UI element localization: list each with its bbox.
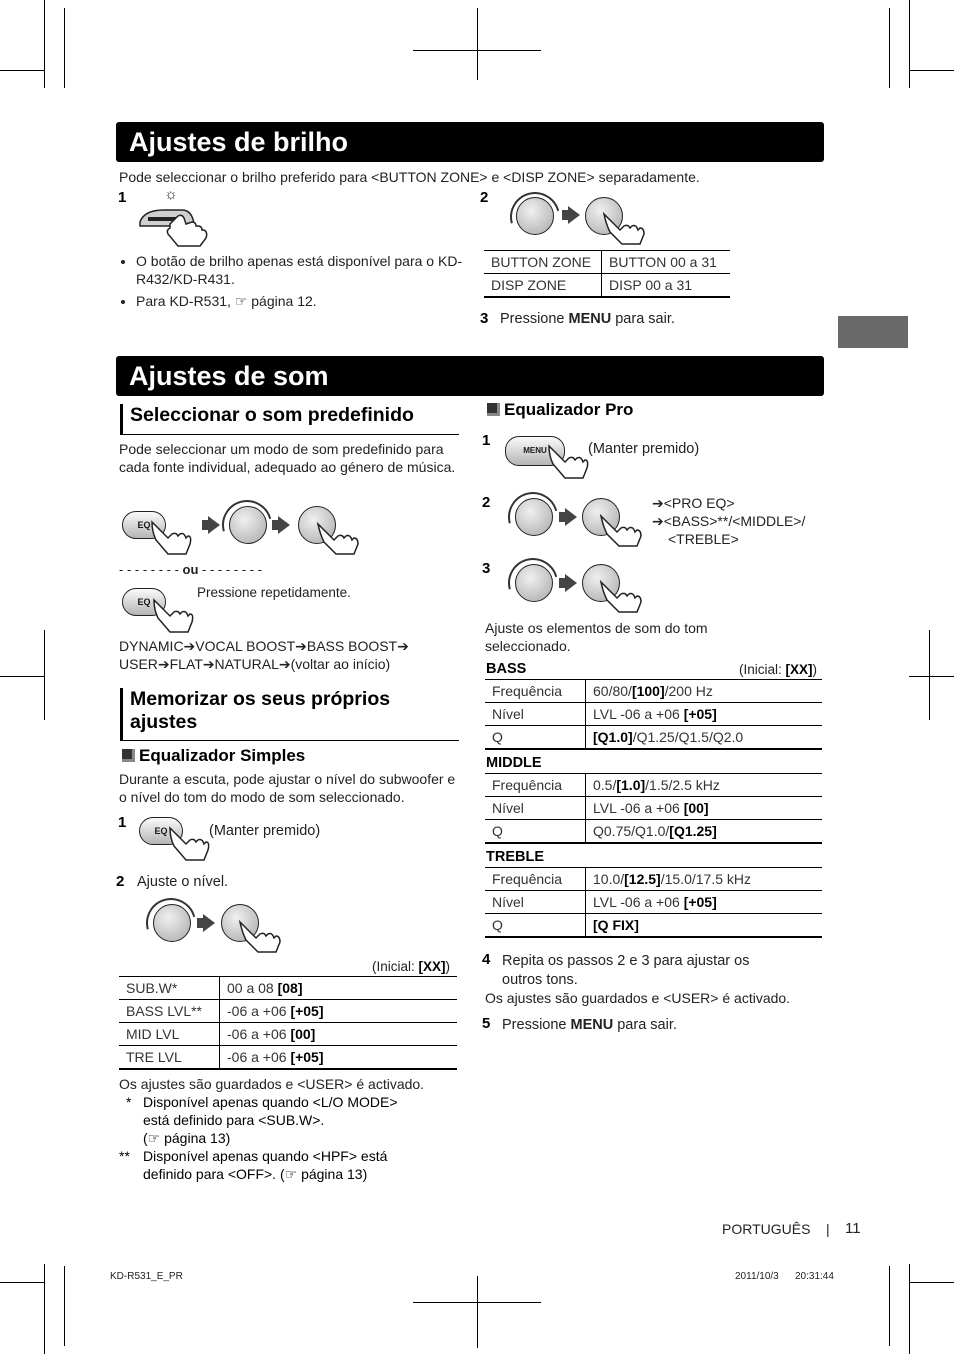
footnote-line: definido para <OFF>. (☞ página 13) xyxy=(143,1166,368,1182)
bass-table xyxy=(485,679,822,750)
treble-label: TREBLE xyxy=(486,849,544,865)
table-row xyxy=(484,274,730,298)
crop-mark xyxy=(44,630,45,720)
or-separator xyxy=(119,561,262,579)
text-fragment: para sair. xyxy=(611,311,675,327)
table-cell: Nível xyxy=(485,703,586,726)
treble-table xyxy=(485,867,822,938)
arrow-right-icon xyxy=(565,574,577,592)
table-cell: BUTTON 00 a 31 xyxy=(602,251,731,274)
pro-eq-adjust-text: Ajuste os elementos de som do tom seleccionado. xyxy=(485,620,708,654)
step-number: 1 xyxy=(118,814,127,831)
middle-label: MIDDLE xyxy=(486,755,542,771)
crop-mark xyxy=(909,70,954,71)
arrow-right-icon xyxy=(278,516,290,534)
table-cell xyxy=(220,1023,458,1046)
table-cell xyxy=(586,774,823,797)
table-cell: TRE LVL xyxy=(119,1046,220,1070)
preset-sequence-line1: DYNAMIC➔VOCAL BOOST➔BASS BOOST➔ xyxy=(119,638,409,654)
text-fragment: [00] xyxy=(683,800,709,816)
brightness-zone-table xyxy=(484,250,730,298)
crop-mark xyxy=(477,1276,478,1348)
text-fragment: Pressione xyxy=(502,1017,571,1033)
crop-mark xyxy=(909,1264,910,1354)
press-hand-icon xyxy=(545,442,589,480)
text-fragment: [Q1.0] xyxy=(593,729,633,745)
pro-eq-option: ➔<PRO EQ> xyxy=(652,495,735,511)
brightness-intro: Pode seleccionar o brilho preferido para <BUTTON ZONE> e <DISP ZONE> separadamente. xyxy=(119,169,700,185)
table-cell: Q xyxy=(485,820,586,844)
footer-language: PORTUGUÊS xyxy=(722,1221,811,1237)
menu-button-icon: MENU xyxy=(505,436,565,466)
section-title-brightness: Ajustes de brilho xyxy=(116,122,824,162)
crop-mark xyxy=(909,1282,954,1283)
table-row xyxy=(484,251,730,274)
text-fragment: LVL -06 a +06 xyxy=(593,706,684,722)
crop-mark xyxy=(64,1266,65,1346)
crop-mark xyxy=(44,1264,45,1354)
text-fragment: -06 a +06 xyxy=(227,1049,291,1065)
table-cell xyxy=(586,703,823,726)
table-row xyxy=(485,703,822,726)
step-number: 5 xyxy=(482,1015,491,1032)
table-row xyxy=(485,891,822,914)
table-row xyxy=(119,1000,457,1023)
table-cell: Q xyxy=(485,726,586,750)
table-row xyxy=(119,1046,457,1070)
simple-eq-table xyxy=(119,976,457,1070)
table-row xyxy=(485,797,822,820)
press-hand-icon xyxy=(166,824,210,862)
text-fragment: 60/80/ xyxy=(593,683,632,699)
preset-sound-heading: Seleccionar o som predefinido xyxy=(120,404,459,435)
menu-key-label: MENU xyxy=(570,1017,614,1033)
note-item: • Para KD-R531, ☞ página 12. xyxy=(136,292,486,310)
press-hand-icon xyxy=(236,918,282,954)
step-number: 4 xyxy=(482,951,491,968)
text-fragment: para sair. xyxy=(613,1017,677,1033)
table-cell xyxy=(586,680,823,703)
text-fragment: ) xyxy=(812,662,818,677)
text-fragment: -06 a +06 xyxy=(227,1026,291,1042)
press-hand-icon xyxy=(597,578,643,614)
table-cell: Q xyxy=(485,914,586,938)
table-cell: Frequência xyxy=(485,868,586,891)
step-number: 3 xyxy=(482,560,491,577)
text-fragment: [+05] xyxy=(683,894,717,910)
press-hand-icon xyxy=(314,520,360,556)
table-cell xyxy=(586,820,823,844)
text-fragment: [12.5] xyxy=(624,871,661,887)
table-row xyxy=(485,820,822,844)
step-number: 2 xyxy=(116,873,125,890)
text-fragment: (Inicial: xyxy=(739,662,786,677)
preset-intro: Pode seleccionar um modo de som predefinido para cada fonte individual, adequado ao género de música. xyxy=(119,441,456,475)
crop-mark xyxy=(413,50,541,51)
text-fragment: /15.0/17.5 kHz xyxy=(660,871,751,887)
table-cell xyxy=(220,1046,458,1070)
text-fragment: [00] xyxy=(290,1026,316,1042)
crop-mark xyxy=(413,1302,541,1303)
brightness-sun-icon: ☼ xyxy=(164,186,178,203)
step-number: 1 xyxy=(482,432,491,449)
brightness-button-press-icon xyxy=(134,202,214,248)
press-hand-icon xyxy=(148,518,192,556)
crop-mark xyxy=(889,1266,890,1346)
table-row xyxy=(119,977,457,1000)
brightness-step3-text xyxy=(500,310,675,328)
table-cell xyxy=(586,891,823,914)
text-fragment: [+05] xyxy=(683,706,717,722)
crop-mark xyxy=(0,676,44,677)
press-hand-icon xyxy=(597,512,643,548)
page-number: 11 xyxy=(845,1220,861,1237)
note-item: • O botão de brilho apenas está disponível para o KD-R432/KD-R431. xyxy=(136,252,486,288)
table-row xyxy=(485,680,822,703)
table-row xyxy=(485,914,822,938)
initial-note xyxy=(372,958,450,976)
press-hand-icon xyxy=(600,210,648,246)
footnote-mark: * xyxy=(126,1094,132,1110)
control-knob-icon xyxy=(229,506,267,544)
text-fragment: [Q FIX] xyxy=(593,917,639,933)
text-fragment: /Q1.25/Q1.5/Q2.0 xyxy=(632,729,744,745)
text-fragment: ) xyxy=(445,959,451,974)
text-fragment: LVL -06 a +06 xyxy=(593,894,684,910)
heading-line: ajustes xyxy=(130,711,198,733)
crop-mark xyxy=(0,70,44,71)
adjust-level-text: Ajuste o nível. xyxy=(137,874,229,890)
text-fragment: [Q1.25] xyxy=(669,823,717,839)
text-fragment: [+05] xyxy=(290,1049,324,1065)
table-cell: BUTTON ZONE xyxy=(484,251,602,274)
table-row xyxy=(485,868,822,891)
text-fragment: /1.5/2.5 kHz xyxy=(645,777,720,793)
eq-button-icon: EQ xyxy=(139,817,183,845)
arrow-right-icon xyxy=(203,914,215,932)
heading-text: Equalizador Simples xyxy=(139,746,306,765)
table-cell: Frequência xyxy=(485,680,586,703)
text-fragment: [XX] xyxy=(785,662,813,677)
step-number: 2 xyxy=(480,189,489,206)
text-fragment: [+05] xyxy=(290,1003,324,1019)
step-number: 2 xyxy=(482,494,491,511)
table-cell: BASS LVL** xyxy=(119,1000,220,1023)
memorize-heading xyxy=(120,688,459,741)
footnote-line: Disponível apenas quando <HPF> está xyxy=(143,1148,388,1164)
pro-eq-saved-note: Os ajustes são guardados e <USER> é activado. xyxy=(485,990,791,1006)
middle-table xyxy=(485,773,822,844)
pro-eq-option: ➔<BASS>**/<MIDDLE>/ xyxy=(652,513,806,529)
print-date: 2011/10/3 xyxy=(735,1271,779,1282)
table-row xyxy=(485,726,822,750)
dash-line: - - - - - - - - xyxy=(198,562,262,577)
crop-mark xyxy=(477,8,478,80)
arrow-right-icon xyxy=(565,508,577,526)
text-fragment: [100] xyxy=(631,683,665,699)
crop-mark xyxy=(64,8,65,88)
text-fragment: Pressione xyxy=(500,311,569,327)
table-cell: Frequência xyxy=(485,774,586,797)
table-cell xyxy=(586,797,823,820)
table-cell xyxy=(220,977,458,1000)
footnote-line: (☞ página 13) xyxy=(143,1130,231,1146)
text-fragment: (Inicial: xyxy=(372,959,419,974)
simple-eq-heading xyxy=(122,746,305,766)
eq-button-icon: EQ xyxy=(122,588,166,616)
crop-mark xyxy=(909,0,910,88)
crop-mark xyxy=(0,1282,44,1283)
section-title-sound: Ajustes de som xyxy=(116,356,824,396)
table-cell: SUB.W* xyxy=(119,977,220,1000)
doc-id: KD-R531_E_PR xyxy=(110,1271,183,1282)
crop-mark xyxy=(44,0,45,88)
control-knob-icon xyxy=(515,498,553,536)
menu-key-label: MENU xyxy=(568,311,612,327)
press-repeatedly-text: Pressione repetidamente. xyxy=(197,585,351,600)
table-cell: DISP 00 a 31 xyxy=(602,274,731,298)
hold-text: (Manter premido) xyxy=(209,823,321,839)
text-fragment: LVL -06 a +06 xyxy=(593,800,684,816)
step4-text-line: outros tons. xyxy=(502,972,578,988)
table-cell: DISP ZONE xyxy=(484,274,602,298)
eq-button-icon: EQ xyxy=(122,511,166,539)
table-cell xyxy=(586,726,823,750)
table-cell xyxy=(586,914,823,938)
table-cell: Nível xyxy=(485,891,586,914)
bass-label: BASS xyxy=(486,661,527,677)
control-knob-icon xyxy=(153,904,191,942)
heading-text: Equalizador Pro xyxy=(504,400,634,419)
hold-text: (Manter premido) xyxy=(588,441,700,457)
step4-text-line: Repita os passos 2 e 3 para ajustar os xyxy=(502,953,750,969)
text-fragment: 10.0/ xyxy=(593,871,625,887)
simple-eq-saved-note: Os ajustes são guardados e <USER> é activado. xyxy=(119,1076,425,1092)
footnote-line: Disponível apenas quando <L/O MODE> xyxy=(143,1094,398,1110)
step-number: 1 xyxy=(118,189,127,206)
preset-sequence-line2: USER➔FLAT➔NATURAL➔(voltar ao início) xyxy=(119,656,391,672)
footnote-mark: ** xyxy=(119,1148,130,1164)
pro-eq-option: <TREBLE> xyxy=(668,531,739,547)
language-tab-marker xyxy=(838,316,908,348)
step-number: 3 xyxy=(480,310,489,327)
table-row xyxy=(119,1023,457,1046)
crop-mark xyxy=(889,8,890,88)
table-cell: Nível xyxy=(485,797,586,820)
table-cell xyxy=(586,868,823,891)
text-fragment: [1.0] xyxy=(616,777,646,793)
text-fragment: [08] xyxy=(277,980,303,996)
text-fragment: 0.5/ xyxy=(593,777,617,793)
crop-mark xyxy=(909,676,954,677)
footnote-line: está definido para <SUB.W>. xyxy=(143,1112,325,1128)
footer-separator: | xyxy=(826,1221,830,1237)
initial-note xyxy=(739,661,817,679)
control-knob-icon xyxy=(516,197,554,235)
text-fragment: Q0.75/Q1.0/ xyxy=(593,823,670,839)
text-fragment: /200 Hz xyxy=(664,683,713,699)
simple-eq-intro: Durante a escuta, pode ajustar o nível do subwoofer e o nível do tom do modo de som seleccionado. xyxy=(119,771,456,805)
text-fragment: [XX] xyxy=(418,959,446,974)
table-cell: MID LVL xyxy=(119,1023,220,1046)
table-cell xyxy=(220,1000,458,1023)
table-row xyxy=(485,774,822,797)
arrow-right-icon xyxy=(568,206,580,224)
press-hand-icon xyxy=(150,596,194,634)
text-fragment: -06 a +06 xyxy=(227,1003,291,1019)
or-word: ou xyxy=(182,562,199,577)
text-fragment: 00 a 08 xyxy=(227,980,278,996)
crop-mark xyxy=(929,630,930,720)
step5-text xyxy=(502,1016,677,1034)
square-bullet-icon xyxy=(487,403,500,416)
dash-line: - - - - - - - - xyxy=(119,562,183,577)
control-knob-icon xyxy=(515,564,553,602)
brightness-notes xyxy=(119,252,486,310)
heading-line: Memorizar os seus próprios xyxy=(130,688,391,710)
pro-eq-heading xyxy=(487,400,633,420)
square-bullet-icon xyxy=(122,749,135,762)
print-time: 20:31:44 xyxy=(795,1271,834,1282)
arrow-right-icon xyxy=(208,516,220,534)
